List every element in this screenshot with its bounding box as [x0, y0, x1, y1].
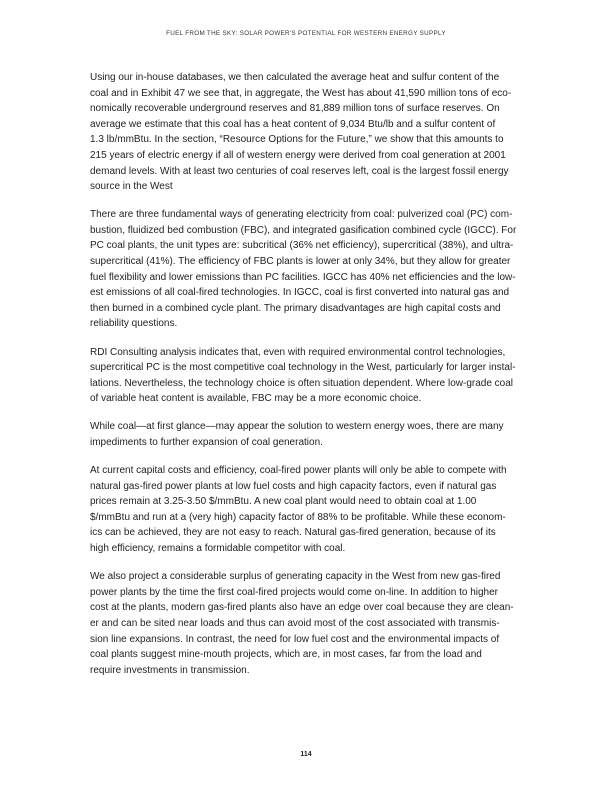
- body-text: [90, 70, 524, 691]
- text-line: bustion, fluidized bed combustion (FBC), and integrated gasification combined cycle (IGCC). For: [90, 224, 517, 236]
- text-line: coal plants suggest mine-mouth projects, which are, in most cases, far from the load and: [90, 649, 482, 661]
- text-line: 1.3 lb/mmBtu. In the section, “Resource Options for the Future,” we show that this amounts to: [90, 134, 504, 146]
- text-line: sion line expansions. In contrast, the need for low fuel cost and the environmental impacts of: [90, 633, 500, 645]
- text-line: supercritical PC is the most competitive coal technology in the West, particularly for larger instal-: [90, 362, 516, 374]
- text-line: We also project a considerable surplus of generating capacity in the West from new gas-fired: [90, 571, 501, 583]
- text-line: of variable heat content is available, FBC may be a more economic choice.: [90, 393, 422, 405]
- paragraph: [90, 419, 524, 450]
- text-line: est emissions of all coal-fired technologies. In IGCC, coal is first converted into natural gas and: [90, 287, 510, 299]
- text-line: 215 years of electric energy if all of western energy were derived from coal generation at 2001: [90, 149, 506, 161]
- text-line: At current capital costs and efficiency, coal-fired power plants will only be able to compete with: [90, 465, 507, 477]
- text-line: then burned in a combined cycle plant. The primary disadvantages are high capital costs and: [90, 302, 501, 314]
- page-number: 114: [300, 751, 312, 758]
- paragraph: [90, 70, 524, 195]
- running-header: FUEL FROM THE SKY: SOLAR POWER'S POTENTIAL FOR WESTERN ENERGY SUPPLY: [166, 30, 446, 37]
- text-line: ics can be achieved, they are not easy to reach. Natural gas-fired generation, because of its: [90, 527, 496, 539]
- text-line: power plants by the time the first coal-fired projects would come on-line. In addition to higher: [90, 586, 498, 598]
- text-line: source in the West: [90, 181, 173, 193]
- text-line: fuel flexibility and lower emissions than PC facilities. IGCC has 40% net efficiencies and the low-: [90, 271, 516, 283]
- paragraph: [90, 207, 524, 332]
- text-line: er and can be sited near loads and thus can avoid most of the cost associated with transmis-: [90, 617, 500, 629]
- text-line: Using our in-house databases, we then calculated the average heat and sulfur content of the: [90, 72, 500, 83]
- paragraph: [90, 569, 524, 678]
- text-line: coal and in Exhibit 47 we see that, in aggregate, the West has about 41,590 million tons of eco-: [90, 87, 512, 99]
- text-line: reliability questions.: [90, 318, 178, 330]
- text-line: PC coal plants, the unit types are: subcritical (36% net efficiency), supercritical (38%), and ultra-: [90, 240, 514, 252]
- paragraph: [90, 463, 524, 557]
- paragraph: [90, 345, 524, 407]
- text-line: require investments in transmission.: [90, 664, 250, 676]
- text-line: demand levels. With at least two centuries of coal reserves left, coal is the largest fossil energy: [90, 165, 509, 177]
- text-line: $/mmBtu and run at a (very high) capacity factor of 88% to be profitable. While these econom-: [90, 511, 506, 523]
- text-line: prices remain at 3.25-3.50 $/mmBtu. A new coal plant would need to obtain coal at 1.00: [90, 496, 477, 508]
- text-line: supercritical (41%). The efficiency of FBC plants is lower at only 34%, but they allow for greater: [90, 256, 511, 268]
- text-line: impediments to further expansion of coal generation.: [90, 436, 323, 448]
- text-line: natural gas-fired power plants at low fuel costs and high capacity factors, even if natural gas: [90, 480, 497, 492]
- text-line: While coal—at first glance—may appear the solution to western energy woes, there are many: [90, 421, 504, 433]
- text-line: cost at the plants, modern gas-fired plants also have an edge over coal because they are clean-: [90, 602, 514, 614]
- text-line: average we estimate that this coal has a heat content of 9,034 Btu/lb and a sulfur content of: [90, 118, 496, 130]
- text-line: nomically recoverable underground reserves and 81,889 million tons of surface reserves. On: [90, 103, 500, 115]
- text-line: RDI Consulting analysis indicates that, even with required environmental control technologies,: [90, 346, 506, 358]
- text-line: high efficiency, remains a formidable competitor with coal.: [90, 543, 346, 555]
- text-line: There are three fundamental ways of generating electricity from coal: pulverized coal (PC) com-: [90, 209, 513, 221]
- text-line: lations. Nevertheless, the technology choice is often situation dependent. Where low-grade coal: [90, 377, 514, 389]
